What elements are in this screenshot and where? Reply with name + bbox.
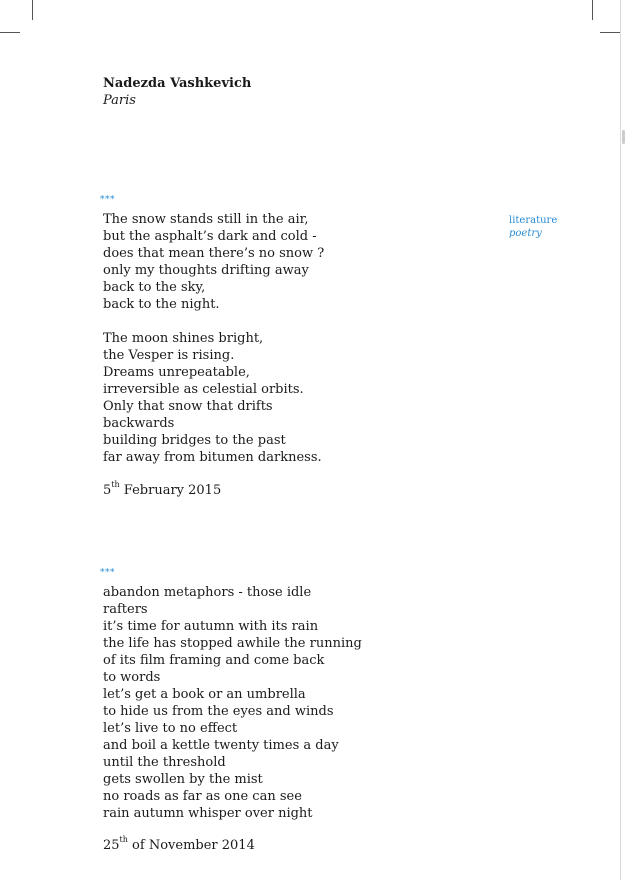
poem-line: back to the night. bbox=[103, 297, 220, 312]
poem-line: Dreams unrepeatable, bbox=[103, 365, 250, 380]
date-suffix: th bbox=[111, 480, 120, 489]
poem-line: far away from bitumen darkness. bbox=[103, 450, 322, 465]
poem-line: Only that snow that drifts bbox=[103, 399, 273, 414]
poem-line: to hide us from the eyes and winds bbox=[103, 704, 334, 719]
poem-date bbox=[103, 480, 222, 498]
poem-line: The snow stands still in the air, bbox=[103, 212, 309, 227]
tags-list bbox=[509, 214, 557, 240]
poem-line: rain autumn whisper over night bbox=[103, 806, 313, 821]
poem-1 bbox=[103, 211, 324, 466]
poem-line: The moon shines bright, bbox=[103, 331, 264, 346]
crop-mark bbox=[32, 0, 33, 20]
page-border bbox=[620, 0, 621, 880]
poem-line: let’s live to no effect bbox=[103, 721, 238, 736]
date-day: 25 bbox=[103, 838, 120, 853]
poem-date bbox=[103, 835, 255, 853]
poem-line: building bridges to the past bbox=[103, 433, 286, 448]
poem-line: and boil a kettle twenty times a day bbox=[103, 738, 339, 753]
date-suffix: th bbox=[119, 835, 128, 844]
poem-line: let’s get a book or an umbrella bbox=[103, 687, 306, 702]
poem-separator: *** bbox=[100, 568, 115, 578]
poem-line: the life has stopped awhile the running bbox=[103, 636, 362, 651]
tag-literature[interactable]: literature bbox=[509, 215, 558, 226]
poem-separator: *** bbox=[100, 195, 115, 205]
tag-poetry[interactable]: poetry bbox=[509, 228, 542, 239]
author-city: Paris bbox=[103, 93, 136, 108]
poem-line: of its film framing and come back bbox=[103, 653, 325, 668]
date-day: 5 bbox=[103, 483, 112, 498]
poem-line: irreversible as celestial orbits. bbox=[103, 382, 304, 397]
crop-mark bbox=[600, 32, 620, 33]
poem-2 bbox=[103, 584, 362, 822]
poem-line: but the asphalt’s dark and cold - bbox=[103, 229, 317, 244]
poem-line: the Vesper is rising. bbox=[103, 348, 235, 363]
poem-line: it’s time for autumn with its rain bbox=[103, 619, 319, 634]
poem-line: rafters bbox=[103, 602, 148, 617]
poem-line: no roads as far as one can see bbox=[103, 789, 302, 804]
crop-mark bbox=[0, 32, 20, 33]
date-rest: February 2015 bbox=[119, 483, 222, 498]
poem-line: abandon metaphors - those idle bbox=[103, 585, 312, 600]
poem-line: gets swollen by the mist bbox=[103, 772, 263, 787]
date-rest: of November 2014 bbox=[127, 838, 255, 853]
poem-line: to words bbox=[103, 670, 161, 685]
poem-line: until the threshold bbox=[103, 755, 226, 770]
poem-line: back to the sky, bbox=[103, 280, 206, 295]
poem-line: backwards bbox=[103, 416, 175, 431]
poem-line: only my thoughts drifting away bbox=[103, 263, 309, 278]
author-name: Nadezda Vashkevich bbox=[103, 76, 252, 91]
crop-mark bbox=[592, 0, 593, 20]
scrollbar-thumb[interactable] bbox=[622, 130, 625, 144]
author-block bbox=[103, 75, 251, 109]
poem-line: does that mean there’s no snow ? bbox=[103, 246, 325, 261]
